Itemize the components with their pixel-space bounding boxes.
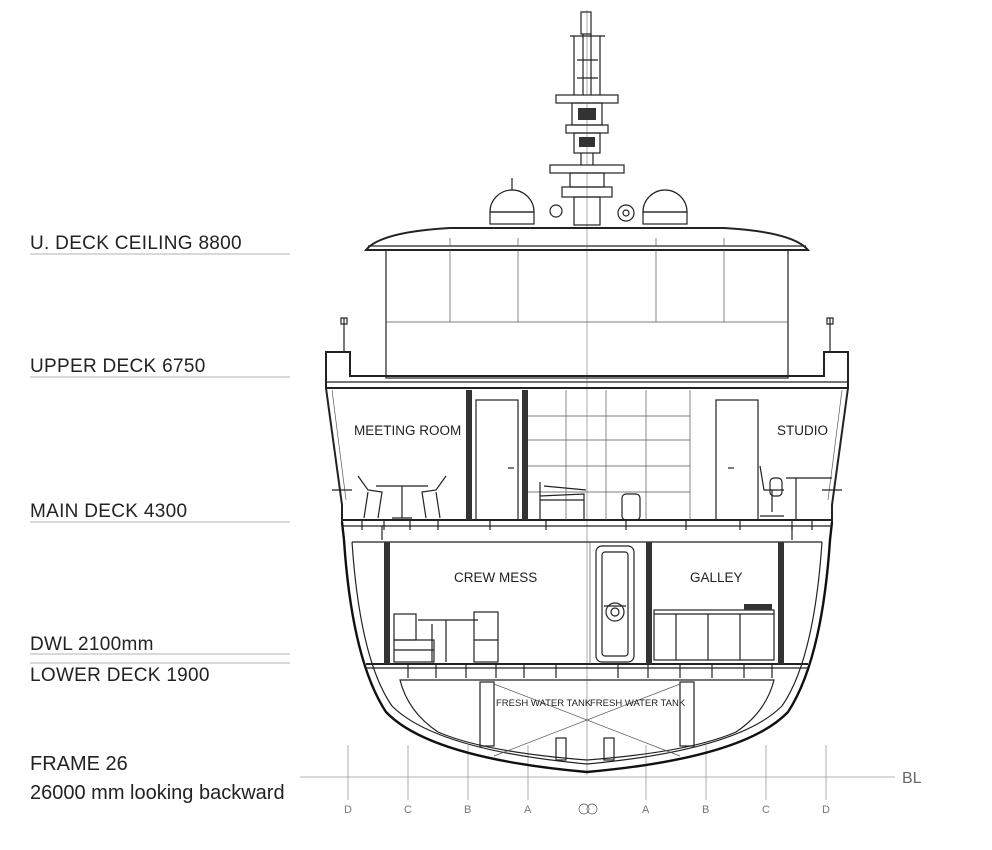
deck-label-u-deck-ceiling: U. DECK CEILING 8800 [30, 233, 242, 254]
grid-label-b-stbd: B [702, 804, 710, 816]
meeting-table [376, 486, 428, 518]
crew-mess [394, 612, 498, 662]
galley-label: GALLEY [690, 570, 743, 585]
meeting-chair-left [358, 476, 382, 518]
studio [716, 400, 832, 520]
meeting-chair-right [422, 476, 446, 518]
studio-desk [786, 478, 832, 520]
grid-lines [300, 745, 922, 816]
door-meeting [476, 400, 518, 520]
deck-label-lower-deck: LOWER DECK 1900 [30, 665, 210, 686]
grid-label-c-stbd: C [762, 804, 770, 816]
deck-label-main-deck: MAIN DECK 4300 [30, 501, 188, 522]
radome-stbd [643, 190, 687, 224]
grid-label-d-port: D [344, 804, 352, 816]
frame-subtitle: 26000 mm looking backward [30, 782, 285, 804]
grid-label-b-port: B [464, 804, 472, 816]
baseline-label: BL [902, 770, 922, 787]
central-lobby [476, 390, 690, 520]
meeting-room-label: MEETING ROOM [354, 423, 462, 438]
frame-title: FRAME 26 [30, 753, 128, 775]
deck-label-upper-deck: UPPER DECK 6750 [30, 356, 206, 377]
meeting-room [358, 390, 472, 520]
fresh-water-tank-port-label: FRESH WATER TANK [496, 698, 592, 709]
grid-label-c-port: C [404, 804, 412, 816]
radome-port [490, 178, 534, 224]
studio-chair [760, 466, 784, 516]
crew-mess-table [418, 620, 478, 662]
toilet [622, 494, 640, 520]
grid-label-d-stbd: D [822, 804, 830, 816]
small-antennas [550, 205, 634, 221]
watertight-door [596, 546, 634, 662]
door-studio [716, 400, 758, 520]
grid-label-a-port: A [524, 804, 532, 816]
centerline-symbol [579, 804, 597, 814]
deck-label-dwl: DWL 2100mm [30, 634, 154, 655]
grid-label-a-stbd: A [642, 804, 650, 816]
galley [654, 604, 774, 660]
deck-level-labels [30, 233, 290, 686]
frame-title-block [30, 753, 285, 804]
fresh-water-tank-stbd-label: FRESH WATER TANK [590, 698, 686, 709]
lower-deck-beams [408, 664, 772, 678]
crew-mess-label: CREW MESS [454, 570, 538, 585]
lobby-armchair [540, 482, 586, 520]
studio-label: STUDIO [777, 423, 829, 438]
room-labels [354, 423, 828, 585]
crew-mess-bench [394, 614, 434, 662]
